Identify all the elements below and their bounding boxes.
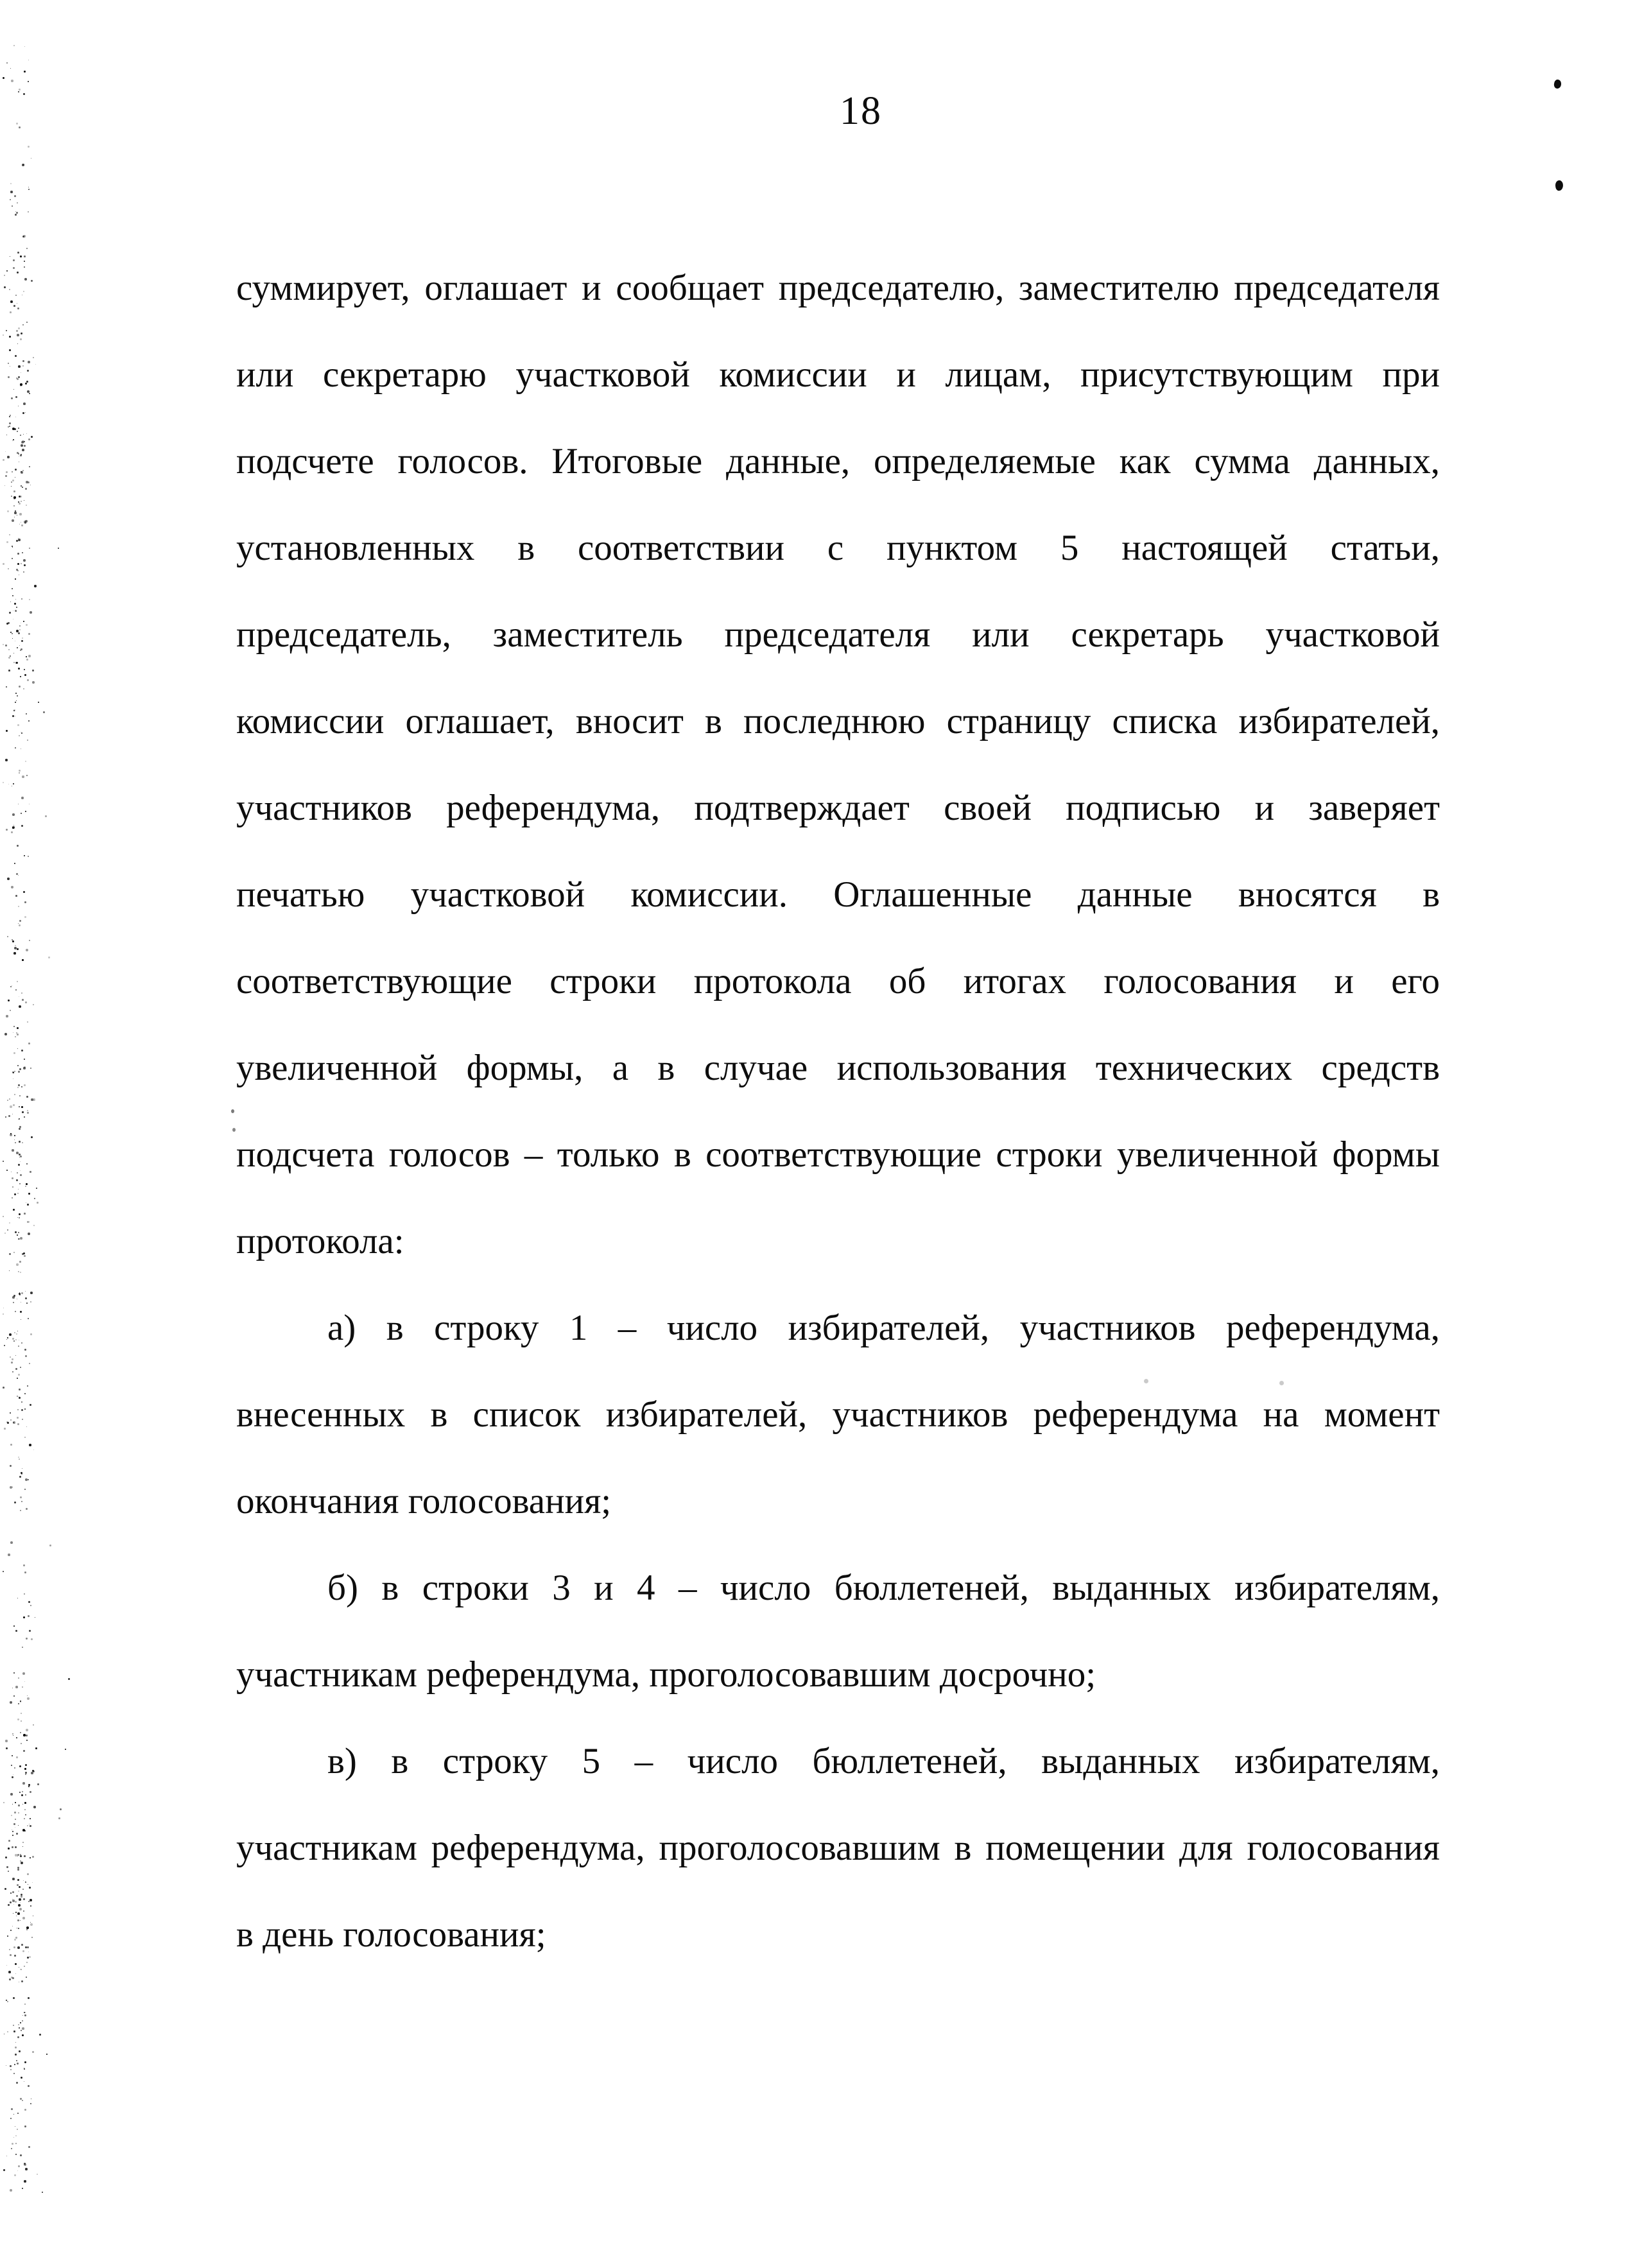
text-line: суммирует, оглашает и сообщает председателю, заместителю председателя xyxy=(236,268,1440,308)
ink-speck xyxy=(1555,180,1564,191)
text-line: или секретарю участковой комиссии и лицам, присутствующим при xyxy=(236,354,1440,395)
text-line: в день голосования; xyxy=(236,1914,546,1955)
text-line: печатью участковой комиссии. Оглашенные данные вносятся в xyxy=(236,874,1440,915)
text-line: увеличенной формы, а в случае использования технических средств xyxy=(236,1048,1440,1088)
text-line: подсчета голосов – только в соответствующие строки увеличенной формы xyxy=(236,1134,1440,1175)
text-line: установленных в соответствии с пунктом 5 настоящей статьи, xyxy=(236,528,1440,568)
list-item-a: а) в строку 1 – число избирателей, участников референдума, xyxy=(327,1308,1440,1348)
text-line: окончания голосования; xyxy=(236,1481,612,1521)
text-line: протокола: xyxy=(236,1221,404,1261)
text-line: комиссии оглашает, вносит в последнюю страницу списка избирателей, xyxy=(236,701,1440,741)
text-line: председатель, заместитель председателя или секретарь участковой xyxy=(236,614,1440,655)
list-item-b: б) в строки 3 и 4 – число бюллетеней, выданных избирателям, xyxy=(327,1568,1440,1608)
body-text xyxy=(236,245,1440,1978)
text-line: участникам референдума, проголосовавшим досрочно; xyxy=(236,1654,1096,1695)
text-line: внесенных в список избирателей, участников референдума на момент xyxy=(236,1394,1440,1435)
ink-speck xyxy=(232,1128,236,1132)
page-number: 18 xyxy=(840,89,882,133)
ink-speck xyxy=(1553,79,1562,89)
text-line: участников референдума, подтверждает своей подписью и заверяет xyxy=(236,788,1440,828)
scan-noise-left xyxy=(0,0,103,2268)
text-line: подсчете голосов. Итоговые данные, определяемые как сумма данных, xyxy=(236,441,1440,481)
text-line: участникам референдума, проголосовавшим в помещении для голосования xyxy=(236,1828,1440,1868)
text-line: соответствующие строки протокола об итогах голосования и его xyxy=(236,961,1440,1001)
ink-speck xyxy=(231,1109,234,1113)
list-item-v: в) в строку 5 – число бюллетеней, выданных избирателям, xyxy=(327,1741,1440,1781)
